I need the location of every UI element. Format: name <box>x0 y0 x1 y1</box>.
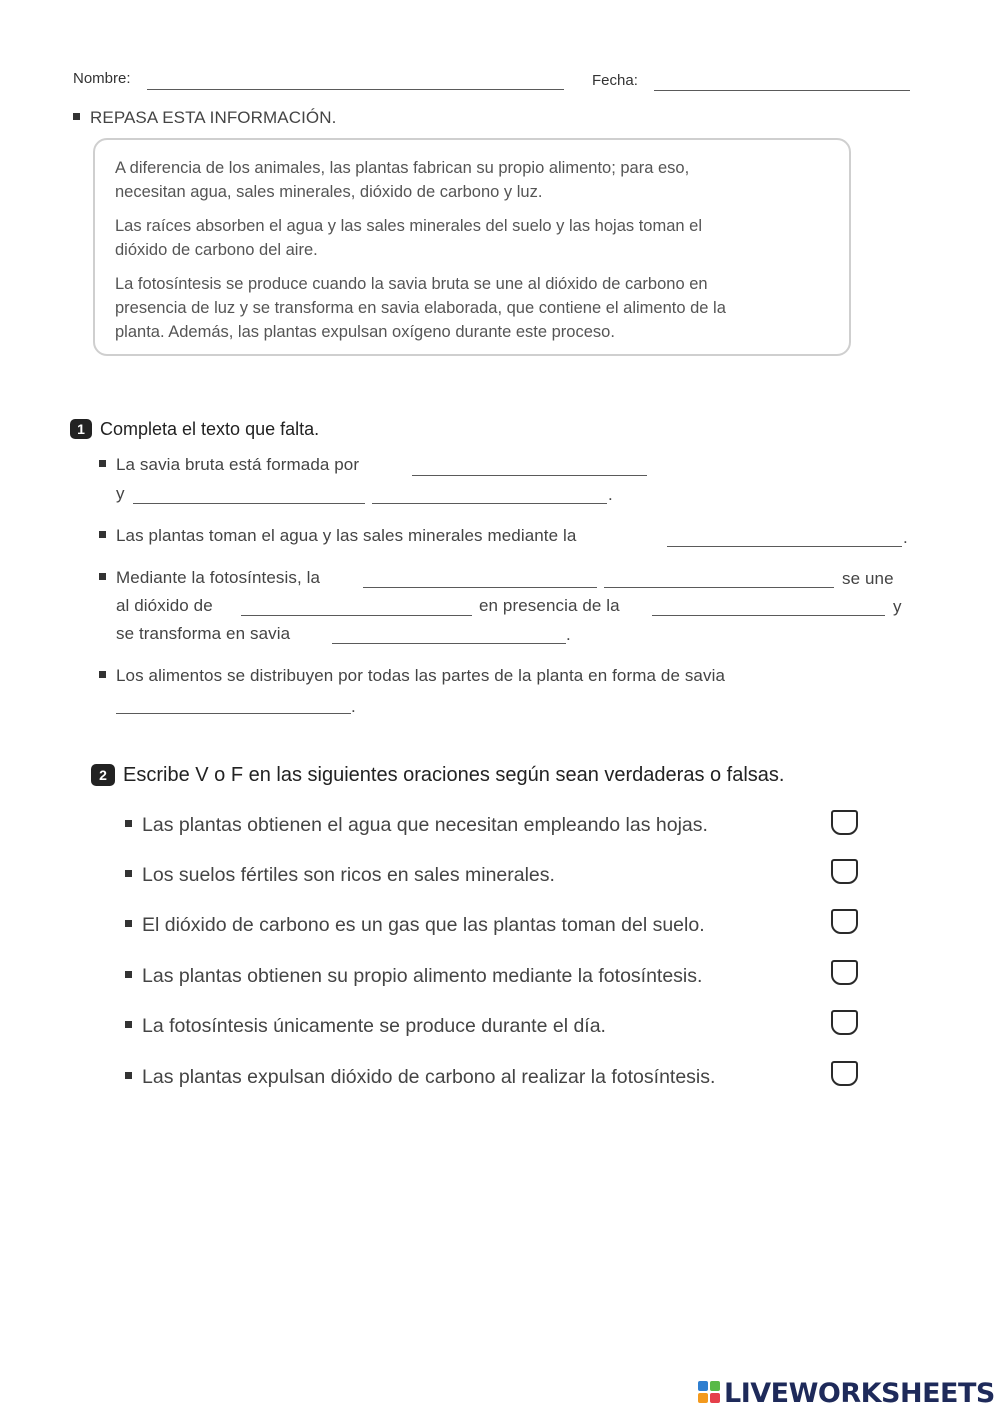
ex1-c-blank-2[interactable] <box>604 567 834 588</box>
ex1-c-blank-1[interactable] <box>363 567 597 588</box>
exercise1-title: 1 Completa el texto que falta. <box>70 419 319 440</box>
tf-statement-4: Las plantas obtienen su propio alimento mediante la fotosíntesis. <box>125 965 702 988</box>
info-paragraph-2: Las raíces absorben el agua y las sales minerales del suelo y las hojas toman el dióxido de carbono del aire. <box>115 217 702 259</box>
tf-answer-box-6[interactable] <box>831 1061 858 1086</box>
bullet-icon <box>99 531 106 538</box>
exercise1-number: 1 <box>70 419 92 439</box>
bullet-icon <box>125 1072 132 1079</box>
tf-answer-box-4[interactable] <box>831 960 858 985</box>
bullet-icon <box>125 920 132 927</box>
info-paragraph-3: La fotosíntesis se produce cuando la savia bruta se une al dióxido de carbono en presencia de luz y se transforma en savia elaborada, que contiene el alimento de la planta. Además, las plantas expulsan oxígeno durante este proceso. <box>115 275 726 341</box>
bullet-icon <box>125 1021 132 1028</box>
liveworksheets-brand[interactable] <box>698 1376 995 1410</box>
ex1-c-blank-5[interactable] <box>332 623 566 644</box>
ex1-b-period: . <box>903 528 908 547</box>
bullet-icon <box>99 460 106 467</box>
ex1-c-se-une: se une <box>842 569 894 588</box>
ex1-d-period: . <box>351 697 356 716</box>
tf-answer-box-5[interactable] <box>831 1010 858 1035</box>
ex1-a-period: . <box>608 485 613 504</box>
bullet-icon <box>99 671 106 678</box>
tf-statement-3: El dióxido de carbono es un gas que las plantas toman del suelo. <box>125 914 705 937</box>
ex1-c-presencia: en presencia de la <box>479 596 620 615</box>
info-box <box>93 138 851 356</box>
ex1-c-blank-3[interactable] <box>241 595 472 616</box>
ex1-a-blank-1[interactable] <box>412 455 647 476</box>
tf-statement-2: Los suelos fértiles son ricos en sales minerales. <box>125 864 555 887</box>
fecha-input[interactable] <box>654 70 910 91</box>
ex1-c-dioxido: al dióxido de <box>116 596 213 615</box>
ex1-a-blank-2[interactable] <box>133 483 365 504</box>
ex1-item-a: La savia bruta está formada por <box>99 455 359 475</box>
ex1-a-blank-3[interactable] <box>372 483 607 504</box>
ex1-b-blank-1[interactable] <box>667 526 902 547</box>
tf-statement-1: Las plantas obtienen el agua que necesitan empleando las hojas. <box>125 814 708 837</box>
fecha-label: Fecha: <box>592 72 638 89</box>
nombre-input[interactable] <box>147 69 564 90</box>
bullet-icon <box>125 870 132 877</box>
bullet-icon <box>125 820 132 827</box>
bullet-icon <box>73 113 80 120</box>
nombre-label: Nombre: <box>73 70 131 87</box>
ex1-item-b: Las plantas toman el agua y las sales minerales mediante la <box>99 526 576 546</box>
ex1-c-transforma: se transforma en savia <box>116 624 291 643</box>
bullet-icon <box>125 971 132 978</box>
ex1-d-blank-1[interactable] <box>116 693 351 714</box>
ex1-item-c: Mediante la fotosíntesis, la <box>99 568 320 588</box>
brand-text: LIVEWORKSHEETS <box>724 1377 995 1409</box>
ex1-item-d: Los alimentos se distribuyen por todas las partes de la planta en forma de savia <box>99 666 725 686</box>
tf-answer-box-1[interactable] <box>831 810 858 835</box>
tf-answer-box-2[interactable] <box>831 859 858 884</box>
exercise2-title: 2 Escribe V o F en las siguientes oraciones según sean verdaderas o falsas. <box>91 764 784 787</box>
info-paragraph-1: A diferencia de los animales, las plantas fabrican su propio alimento; para eso, necesitan agua, sales minerales, dióxido de carbono y luz. <box>115 159 690 201</box>
info-heading: REPASA ESTA INFORMACIÓN. <box>73 108 336 128</box>
ex1-c-period: . <box>566 625 571 644</box>
exercise2-number: 2 <box>91 764 115 786</box>
ex1-c-blank-4[interactable] <box>652 595 885 616</box>
bullet-icon <box>99 573 106 580</box>
liveworksheets-logo-icon <box>698 1381 722 1405</box>
ex1-c-y: y <box>893 597 902 616</box>
ex1-a-y: y <box>116 484 125 503</box>
tf-statement-6: Las plantas expulsan dióxido de carbono al realizar la fotosíntesis. <box>125 1066 715 1089</box>
tf-statement-5: La fotosíntesis únicamente se produce durante el día. <box>125 1015 606 1038</box>
tf-answer-box-3[interactable] <box>831 909 858 934</box>
